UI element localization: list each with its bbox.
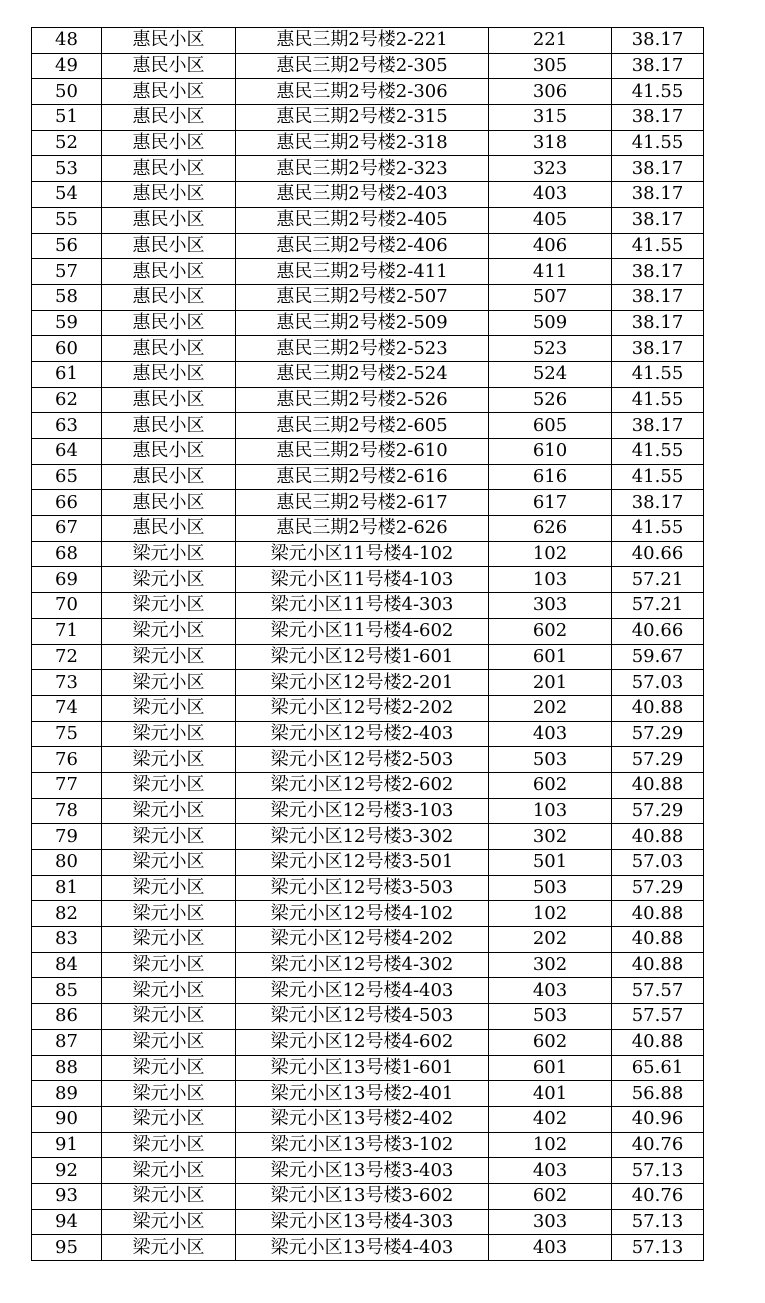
- address-cell: 惠民三期2号楼2-411: [236, 259, 489, 285]
- room-number-cell: 306: [489, 79, 612, 105]
- table-row: [32, 464, 704, 490]
- room-number-cell: 102: [489, 1132, 612, 1158]
- address-cell: 梁元小区13号楼3-602: [236, 1183, 489, 1209]
- area-cell: 38.17: [612, 182, 704, 208]
- table-row: [32, 721, 704, 747]
- room-number-cell: 403: [489, 721, 612, 747]
- community-cell: 梁元小区: [102, 1106, 236, 1132]
- area-cell: 57.57: [612, 1004, 704, 1030]
- row-number-cell: 72: [32, 644, 102, 670]
- room-number-cell: 403: [489, 1158, 612, 1184]
- address-cell: 惠民三期2号楼2-610: [236, 439, 489, 465]
- table-row: [32, 901, 704, 927]
- area-cell: 38.17: [612, 156, 704, 182]
- address-cell: 梁元小区13号楼3-102: [236, 1132, 489, 1158]
- row-number-cell: 53: [32, 156, 102, 182]
- table-row: [32, 284, 704, 310]
- area-cell: 57.29: [612, 721, 704, 747]
- area-cell: 40.88: [612, 952, 704, 978]
- room-number-cell: 202: [489, 927, 612, 953]
- room-number-cell: 302: [489, 952, 612, 978]
- address-cell: 惠民三期2号楼2-509: [236, 310, 489, 336]
- row-number-cell: 95: [32, 1235, 102, 1261]
- community-cell: 梁元小区: [102, 1183, 236, 1209]
- table-row: [32, 978, 704, 1004]
- table-body: [32, 28, 704, 1261]
- row-number-cell: 82: [32, 901, 102, 927]
- row-number-cell: 90: [32, 1106, 102, 1132]
- address-cell: 惠民三期2号楼2-617: [236, 490, 489, 516]
- area-cell: 38.17: [612, 28, 704, 54]
- community-cell: 惠民小区: [102, 182, 236, 208]
- address-cell: 惠民三期2号楼2-221: [236, 28, 489, 54]
- room-number-cell: 401: [489, 1081, 612, 1107]
- area-cell: 38.17: [612, 207, 704, 233]
- community-cell: 梁元小区: [102, 695, 236, 721]
- table-row: [32, 79, 704, 105]
- community-cell: 梁元小区: [102, 1158, 236, 1184]
- table-row: [32, 182, 704, 208]
- community-cell: 惠民小区: [102, 233, 236, 259]
- community-cell: 梁元小区: [102, 850, 236, 876]
- row-number-cell: 85: [32, 978, 102, 1004]
- area-cell: 38.17: [612, 53, 704, 79]
- address-cell: 梁元小区13号楼2-401: [236, 1081, 489, 1107]
- community-cell: 惠民小区: [102, 259, 236, 285]
- community-cell: 惠民小区: [102, 130, 236, 156]
- table-row: [32, 490, 704, 516]
- row-number-cell: 79: [32, 824, 102, 850]
- room-number-cell: 323: [489, 156, 612, 182]
- area-cell: 41.55: [612, 387, 704, 413]
- address-cell: 梁元小区11号楼4-103: [236, 567, 489, 593]
- row-number-cell: 76: [32, 747, 102, 773]
- community-cell: 梁元小区: [102, 927, 236, 953]
- table-row: [32, 130, 704, 156]
- row-number-cell: 87: [32, 1029, 102, 1055]
- community-cell: 梁元小区: [102, 670, 236, 696]
- area-cell: 57.03: [612, 850, 704, 876]
- row-number-cell: 52: [32, 130, 102, 156]
- row-number-cell: 67: [32, 516, 102, 542]
- community-cell: 梁元小区: [102, 978, 236, 1004]
- address-cell: 惠民三期2号楼2-507: [236, 284, 489, 310]
- table-row: [32, 336, 704, 362]
- room-number-cell: 501: [489, 850, 612, 876]
- table-row: [32, 1081, 704, 1107]
- table-row: [32, 259, 704, 285]
- community-cell: 梁元小区: [102, 593, 236, 619]
- table-row: [32, 1055, 704, 1081]
- address-cell: 梁元小区12号楼4-102: [236, 901, 489, 927]
- community-cell: 惠民小区: [102, 310, 236, 336]
- community-cell: 惠民小区: [102, 516, 236, 542]
- area-cell: 38.17: [612, 336, 704, 362]
- community-cell: 惠民小区: [102, 79, 236, 105]
- room-number-cell: 411: [489, 259, 612, 285]
- community-cell: 梁元小区: [102, 824, 236, 850]
- address-cell: 梁元小区12号楼4-202: [236, 927, 489, 953]
- community-cell: 惠民小区: [102, 336, 236, 362]
- room-number-cell: 102: [489, 541, 612, 567]
- address-cell: 惠民三期2号楼2-306: [236, 79, 489, 105]
- row-number-cell: 60: [32, 336, 102, 362]
- community-cell: 梁元小区: [102, 618, 236, 644]
- row-number-cell: 57: [32, 259, 102, 285]
- table-row: [32, 1235, 704, 1261]
- row-number-cell: 88: [32, 1055, 102, 1081]
- room-number-cell: 318: [489, 130, 612, 156]
- address-cell: 梁元小区12号楼3-501: [236, 850, 489, 876]
- address-cell: 惠民三期2号楼2-403: [236, 182, 489, 208]
- room-number-cell: 303: [489, 593, 612, 619]
- area-cell: 38.17: [612, 490, 704, 516]
- table-row: [32, 927, 704, 953]
- row-number-cell: 69: [32, 567, 102, 593]
- address-cell: 梁元小区12号楼4-503: [236, 1004, 489, 1030]
- room-number-cell: 201: [489, 670, 612, 696]
- community-cell: 惠民小区: [102, 53, 236, 79]
- area-cell: 40.88: [612, 695, 704, 721]
- row-number-cell: 55: [32, 207, 102, 233]
- row-number-cell: 68: [32, 541, 102, 567]
- community-cell: 梁元小区: [102, 798, 236, 824]
- address-cell: 惠民三期2号楼2-526: [236, 387, 489, 413]
- table-row: [32, 1004, 704, 1030]
- room-number-cell: 524: [489, 361, 612, 387]
- room-number-cell: 610: [489, 439, 612, 465]
- community-cell: 梁元小区: [102, 952, 236, 978]
- row-number-cell: 48: [32, 28, 102, 54]
- area-cell: 40.96: [612, 1106, 704, 1132]
- community-cell: 梁元小区: [102, 567, 236, 593]
- area-cell: 40.66: [612, 618, 704, 644]
- room-number-cell: 403: [489, 182, 612, 208]
- community-cell: 梁元小区: [102, 1209, 236, 1235]
- address-cell: 惠民三期2号楼2-406: [236, 233, 489, 259]
- room-number-cell: 103: [489, 798, 612, 824]
- table-row: [32, 516, 704, 542]
- address-cell: 梁元小区12号楼2-403: [236, 721, 489, 747]
- area-cell: 41.55: [612, 233, 704, 259]
- address-cell: 梁元小区12号楼4-403: [236, 978, 489, 1004]
- address-cell: 梁元小区11号楼4-102: [236, 541, 489, 567]
- community-cell: 梁元小区: [102, 1081, 236, 1107]
- housing-table: [31, 27, 704, 1261]
- table-row: [32, 695, 704, 721]
- room-number-cell: 503: [489, 1004, 612, 1030]
- row-number-cell: 75: [32, 721, 102, 747]
- row-number-cell: 70: [32, 593, 102, 619]
- area-cell: 41.55: [612, 361, 704, 387]
- address-cell: 梁元小区12号楼4-302: [236, 952, 489, 978]
- area-cell: 59.67: [612, 644, 704, 670]
- room-number-cell: 617: [489, 490, 612, 516]
- table-row: [32, 439, 704, 465]
- community-cell: 梁元小区: [102, 901, 236, 927]
- table-row: [32, 1209, 704, 1235]
- table-row: [32, 541, 704, 567]
- table-row: [32, 850, 704, 876]
- row-number-cell: 54: [32, 182, 102, 208]
- area-cell: 40.76: [612, 1132, 704, 1158]
- table-row: [32, 207, 704, 233]
- address-cell: 梁元小区13号楼3-403: [236, 1158, 489, 1184]
- area-cell: 38.17: [612, 413, 704, 439]
- area-cell: 65.61: [612, 1055, 704, 1081]
- room-number-cell: 103: [489, 567, 612, 593]
- room-number-cell: 403: [489, 978, 612, 1004]
- community-cell: 梁元小区: [102, 1235, 236, 1261]
- address-cell: 梁元小区13号楼1-601: [236, 1055, 489, 1081]
- area-cell: 41.55: [612, 439, 704, 465]
- row-number-cell: 81: [32, 875, 102, 901]
- area-cell: 38.17: [612, 105, 704, 131]
- table-row: [32, 105, 704, 131]
- row-number-cell: 93: [32, 1183, 102, 1209]
- table-row: [32, 747, 704, 773]
- room-number-cell: 102: [489, 901, 612, 927]
- row-number-cell: 94: [32, 1209, 102, 1235]
- area-cell: 41.55: [612, 79, 704, 105]
- table-row: [32, 1158, 704, 1184]
- community-cell: 梁元小区: [102, 1055, 236, 1081]
- area-cell: 57.13: [612, 1158, 704, 1184]
- table-row: [32, 670, 704, 696]
- table-row: [32, 798, 704, 824]
- table-row: [32, 387, 704, 413]
- address-cell: 梁元小区12号楼1-601: [236, 644, 489, 670]
- row-number-cell: 89: [32, 1081, 102, 1107]
- room-number-cell: 403: [489, 1235, 612, 1261]
- community-cell: 梁元小区: [102, 1004, 236, 1030]
- table-row: [32, 1132, 704, 1158]
- table-row: [32, 1183, 704, 1209]
- row-number-cell: 63: [32, 413, 102, 439]
- room-number-cell: 526: [489, 387, 612, 413]
- area-cell: 57.57: [612, 978, 704, 1004]
- room-number-cell: 602: [489, 1183, 612, 1209]
- community-cell: 惠民小区: [102, 284, 236, 310]
- community-cell: 惠民小区: [102, 439, 236, 465]
- room-number-cell: 626: [489, 516, 612, 542]
- area-cell: 57.21: [612, 567, 704, 593]
- room-number-cell: 602: [489, 1029, 612, 1055]
- community-cell: 梁元小区: [102, 1132, 236, 1158]
- room-number-cell: 509: [489, 310, 612, 336]
- row-number-cell: 91: [32, 1132, 102, 1158]
- address-cell: 惠民三期2号楼2-305: [236, 53, 489, 79]
- area-cell: 57.29: [612, 875, 704, 901]
- row-number-cell: 65: [32, 464, 102, 490]
- room-number-cell: 315: [489, 105, 612, 131]
- address-cell: 惠民三期2号楼2-616: [236, 464, 489, 490]
- address-cell: 梁元小区12号楼4-602: [236, 1029, 489, 1055]
- table-row: [32, 156, 704, 182]
- address-cell: 梁元小区11号楼4-602: [236, 618, 489, 644]
- table-row: [32, 1106, 704, 1132]
- room-number-cell: 507: [489, 284, 612, 310]
- area-cell: 40.88: [612, 927, 704, 953]
- table-row: [32, 1029, 704, 1055]
- area-cell: 41.55: [612, 516, 704, 542]
- room-number-cell: 305: [489, 53, 612, 79]
- area-cell: 57.03: [612, 670, 704, 696]
- area-cell: 41.55: [612, 464, 704, 490]
- row-number-cell: 64: [32, 439, 102, 465]
- table-row: [32, 593, 704, 619]
- community-cell: 惠民小区: [102, 361, 236, 387]
- area-cell: 38.17: [612, 259, 704, 285]
- row-number-cell: 77: [32, 772, 102, 798]
- community-cell: 梁元小区: [102, 875, 236, 901]
- table-row: [32, 28, 704, 54]
- row-number-cell: 50: [32, 79, 102, 105]
- community-cell: 梁元小区: [102, 721, 236, 747]
- row-number-cell: 74: [32, 695, 102, 721]
- address-cell: 梁元小区11号楼4-303: [236, 593, 489, 619]
- address-cell: 梁元小区12号楼2-602: [236, 772, 489, 798]
- row-number-cell: 86: [32, 1004, 102, 1030]
- row-number-cell: 71: [32, 618, 102, 644]
- area-cell: 40.88: [612, 824, 704, 850]
- table-row: [32, 53, 704, 79]
- community-cell: 梁元小区: [102, 1029, 236, 1055]
- address-cell: 梁元小区12号楼3-503: [236, 875, 489, 901]
- community-cell: 惠民小区: [102, 387, 236, 413]
- address-cell: 梁元小区13号楼4-403: [236, 1235, 489, 1261]
- row-number-cell: 66: [32, 490, 102, 516]
- room-number-cell: 405: [489, 207, 612, 233]
- row-number-cell: 51: [32, 105, 102, 131]
- community-cell: 惠民小区: [102, 156, 236, 182]
- area-cell: 57.13: [612, 1235, 704, 1261]
- room-number-cell: 221: [489, 28, 612, 54]
- address-cell: 惠民三期2号楼2-524: [236, 361, 489, 387]
- room-number-cell: 402: [489, 1106, 612, 1132]
- address-cell: 惠民三期2号楼2-323: [236, 156, 489, 182]
- row-number-cell: 61: [32, 361, 102, 387]
- area-cell: 40.66: [612, 541, 704, 567]
- row-number-cell: 56: [32, 233, 102, 259]
- row-number-cell: 80: [32, 850, 102, 876]
- row-number-cell: 49: [32, 53, 102, 79]
- address-cell: 惠民三期2号楼2-626: [236, 516, 489, 542]
- room-number-cell: 503: [489, 875, 612, 901]
- address-cell: 梁元小区12号楼3-302: [236, 824, 489, 850]
- community-cell: 惠民小区: [102, 413, 236, 439]
- table-row: [32, 824, 704, 850]
- row-number-cell: 83: [32, 927, 102, 953]
- address-cell: 梁元小区12号楼3-103: [236, 798, 489, 824]
- area-cell: 57.29: [612, 798, 704, 824]
- table-row: [32, 618, 704, 644]
- area-cell: 38.17: [612, 284, 704, 310]
- area-cell: 57.13: [612, 1209, 704, 1235]
- room-number-cell: 601: [489, 1055, 612, 1081]
- row-number-cell: 62: [32, 387, 102, 413]
- address-cell: 梁元小区12号楼2-503: [236, 747, 489, 773]
- community-cell: 惠民小区: [102, 105, 236, 131]
- room-number-cell: 523: [489, 336, 612, 362]
- table-row: [32, 361, 704, 387]
- table-row: [32, 952, 704, 978]
- area-cell: 40.76: [612, 1183, 704, 1209]
- room-number-cell: 601: [489, 644, 612, 670]
- room-number-cell: 602: [489, 772, 612, 798]
- table-row: [32, 233, 704, 259]
- room-number-cell: 202: [489, 695, 612, 721]
- area-cell: 56.88: [612, 1081, 704, 1107]
- room-number-cell: 616: [489, 464, 612, 490]
- address-cell: 梁元小区12号楼2-202: [236, 695, 489, 721]
- community-cell: 惠民小区: [102, 28, 236, 54]
- community-cell: 惠民小区: [102, 464, 236, 490]
- table-row: [32, 567, 704, 593]
- room-number-cell: 605: [489, 413, 612, 439]
- community-cell: 梁元小区: [102, 541, 236, 567]
- row-number-cell: 78: [32, 798, 102, 824]
- community-cell: 梁元小区: [102, 747, 236, 773]
- room-number-cell: 303: [489, 1209, 612, 1235]
- table-row: [32, 310, 704, 336]
- area-cell: 40.88: [612, 1029, 704, 1055]
- address-cell: 梁元小区13号楼2-402: [236, 1106, 489, 1132]
- room-number-cell: 602: [489, 618, 612, 644]
- address-cell: 惠民三期2号楼2-523: [236, 336, 489, 362]
- address-cell: 惠民三期2号楼2-405: [236, 207, 489, 233]
- table-row: [32, 772, 704, 798]
- area-cell: 57.29: [612, 747, 704, 773]
- row-number-cell: 84: [32, 952, 102, 978]
- row-number-cell: 58: [32, 284, 102, 310]
- table-row: [32, 644, 704, 670]
- community-cell: 惠民小区: [102, 207, 236, 233]
- area-cell: 40.88: [612, 901, 704, 927]
- room-number-cell: 302: [489, 824, 612, 850]
- address-cell: 惠民三期2号楼2-605: [236, 413, 489, 439]
- address-cell: 惠民三期2号楼2-318: [236, 130, 489, 156]
- row-number-cell: 92: [32, 1158, 102, 1184]
- table-row: [32, 413, 704, 439]
- community-cell: 梁元小区: [102, 644, 236, 670]
- room-number-cell: 406: [489, 233, 612, 259]
- table-row: [32, 875, 704, 901]
- address-cell: 梁元小区12号楼2-201: [236, 670, 489, 696]
- area-cell: 57.21: [612, 593, 704, 619]
- address-cell: 梁元小区13号楼4-303: [236, 1209, 489, 1235]
- row-number-cell: 73: [32, 670, 102, 696]
- community-cell: 惠民小区: [102, 490, 236, 516]
- area-cell: 38.17: [612, 310, 704, 336]
- area-cell: 41.55: [612, 130, 704, 156]
- area-cell: 40.88: [612, 772, 704, 798]
- community-cell: 梁元小区: [102, 772, 236, 798]
- address-cell: 惠民三期2号楼2-315: [236, 105, 489, 131]
- row-number-cell: 59: [32, 310, 102, 336]
- room-number-cell: 503: [489, 747, 612, 773]
